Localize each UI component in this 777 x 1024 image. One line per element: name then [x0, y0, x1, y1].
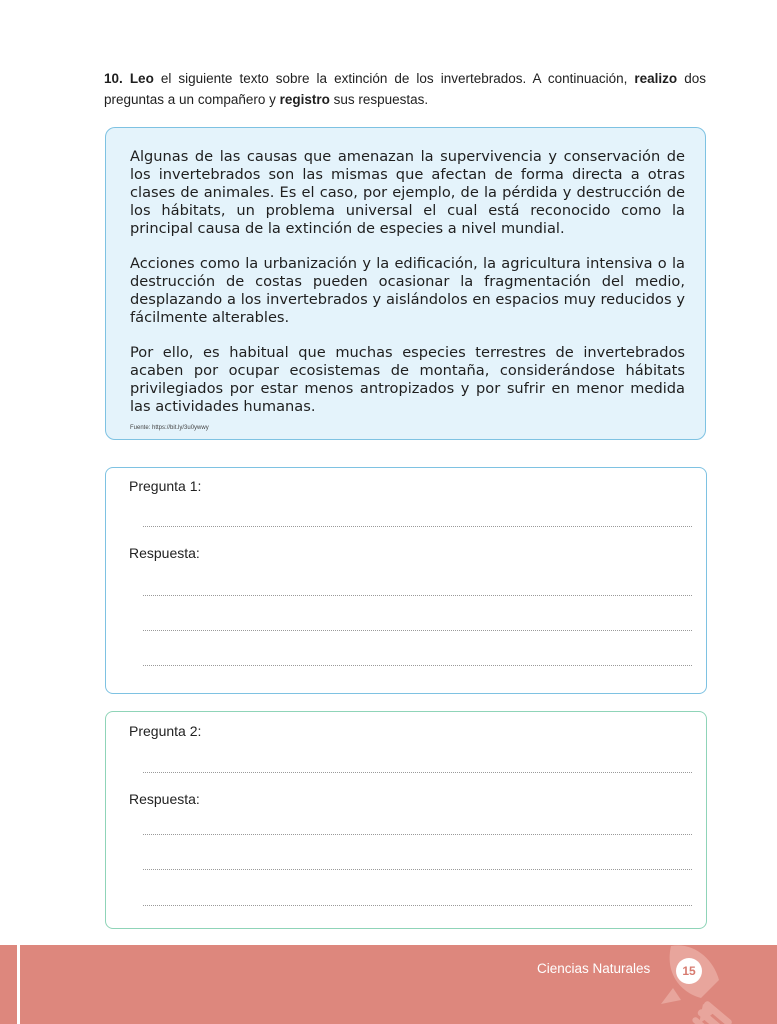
instruction-text-3: sus respuestas. [329, 92, 429, 107]
answer-1-label: Respuesta: [129, 545, 200, 561]
question-1-label: Pregunta 1: [129, 478, 202, 494]
footer-subject: Ciencias Naturales [537, 961, 651, 976]
answer-2-write-line-1[interactable] [143, 834, 692, 835]
question-box-2 [105, 711, 707, 929]
answer-1-write-line-2[interactable] [143, 630, 692, 631]
page-number: 15 [676, 958, 702, 984]
instruction-verb-leo: Leo [129, 71, 154, 86]
reading-paragraph-3: Por ello, es habitual que muchas especies terrestres de invertebrados acaben por ocupar ecosistemas de montaña, considerándose hábitats privilegiados por estar menos antropizados y por sufrir en menor medida las actividades humanas. [130, 344, 685, 415]
activity-instruction [104, 68, 706, 110]
reading-source: Fuente: https://bit.ly/3u0ywwy [130, 425, 209, 431]
question-2-label: Pregunta 2: [129, 723, 202, 739]
question-box-1 [105, 467, 707, 694]
instruction-verb-realizo: realizo [634, 71, 678, 86]
question-2-write-line[interactable] [143, 772, 692, 773]
answer-2-label: Respuesta: [129, 791, 200, 807]
instruction-text-1: el siguiente texto sobre la extinción de los invertebrados. A continuación, [153, 71, 635, 86]
question-1-write-line[interactable] [143, 526, 692, 527]
rocket-icon [653, 940, 748, 1024]
reading-text-box [105, 127, 706, 440]
answer-2-write-line-3[interactable] [143, 905, 692, 906]
page-footer [0, 945, 777, 1024]
activity-number: 10. [104, 71, 123, 86]
answer-1-write-line-3[interactable] [143, 665, 692, 666]
footer-edge-stripe [17, 945, 20, 1024]
instruction-text-2: dos preguntas a un compañero y [104, 71, 706, 107]
answer-1-write-line-1[interactable] [143, 595, 692, 596]
answer-2-write-line-2[interactable] [143, 869, 692, 870]
reading-paragraph-2: Acciones como la urbanización y la edificación, la agricultura intensiva o la destrucción de costas pueden ocasionar la fragmentación del medio, desplazando a los invertebrados y aislándolos en espacios muy reducidos y fácilmente alterables. [130, 255, 685, 326]
reading-paragraph-1: Algunas de las causas que amenazan la supervivencia y conservación de los invertebrados son las mismas que afectan de forma directa a otras clases de animales. Es el caso, por ejemplo, de la pérdida y destrucción de los hábitats, un problema universal el cual está reconocido como la principal causa de la extinción de especies a nivel mundial. [130, 148, 685, 237]
instruction-verb-registro: registro [279, 92, 330, 107]
